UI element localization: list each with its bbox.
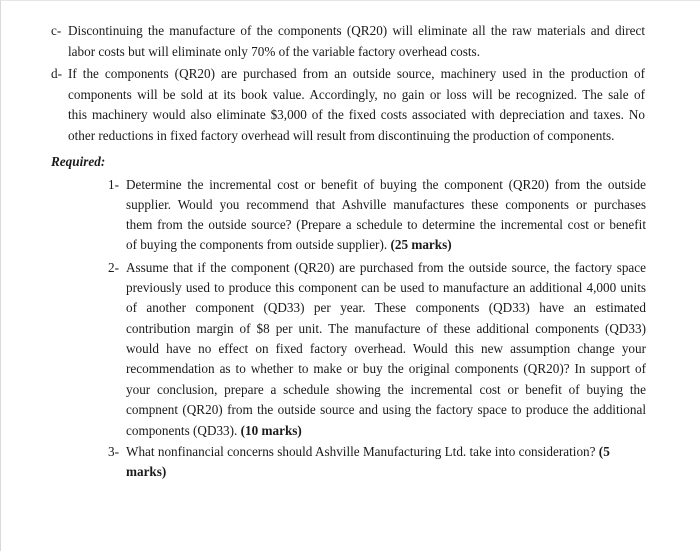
question-2-line: contribution margin of $8 per unit. The manufacture of these additional components (QD33) [126,321,646,336]
question-2-line: of another component (QD33) per year. These components (QD33) have an estimated [126,300,646,315]
question-2-last-line [126,423,302,439]
question-3-text: What nonfinancial concerns should Ashville Manufacturing Ltd. take into consideration? [126,444,596,459]
question-3-marks-close: marks) [126,464,167,479]
question-1-line: supplier. Would you recommend that Ashville manufactures these components or purchases [126,197,646,212]
question-2-last-text: components (QD33). [126,423,238,438]
question-1-line: Determine the incremental cost or benefit of buying the component (QR20) from the outside [126,177,646,192]
question-3-marks-open: (5 [598,444,610,459]
question-1-line: them from the outside source? (Prepare a schedule to determine the incremental cost or benefit [126,217,646,232]
paragraph-d-line: components will be sold at its book value. Accordingly, no gain or loss will be recognized. The sale of [68,87,645,102]
question-1-marker: 1- [108,177,119,192]
question-2-line: would have no effect on fixed factory overhead. Would this new assumption change your [126,341,646,356]
question-3-marker: 3- [108,444,119,459]
paragraph-c-line: labor costs but will eliminate only 70% of the variable factory overhead costs. [68,44,480,59]
paragraph-d-line: If the components (QR20) are purchased from an outside source, machinery used in the production of [68,66,645,81]
question-3-line [126,444,646,460]
required-heading: Required: [51,154,106,169]
paragraph-c-line: Discontinuing the manufacture of the components (QR20) will eliminate all the raw materials and direct [68,23,645,38]
question-1-last-line [126,237,452,253]
paragraph-d-line: this machinery would also eliminate $3,000 of the fixed costs associated with depreciation and taxes. No [68,107,645,122]
paragraph-c-marker: c- [51,23,62,38]
question-2-marks: (10 marks) [240,423,302,438]
question-1-last-text: of buying the components from outside supplier). [126,237,388,252]
question-2-line: your conclusion, prepare a schedule showing the incremental cost or benefit of buying the [126,382,646,397]
question-2-marker: 2- [108,260,119,275]
question-2-line: Assume that if the component (QR20) are purchased from the outside source, the factory space [126,260,646,275]
question-2-line: recommendation as to whether to make or buy the original components (QR20)? In support of [126,361,646,376]
question-2-line: previously used to produce this component can be used to manufacture an additional 4,000 units [126,280,646,295]
paragraph-d-line: other reductions in fixed factory overhead will result from discontinuing the production of components. [68,128,615,143]
question-1-marks: (25 marks) [390,237,452,252]
paragraph-d-marker: d- [51,66,62,81]
question-2-line: compnent (QR20) from the outside source and using the factory space to produce the additional [126,402,646,417]
